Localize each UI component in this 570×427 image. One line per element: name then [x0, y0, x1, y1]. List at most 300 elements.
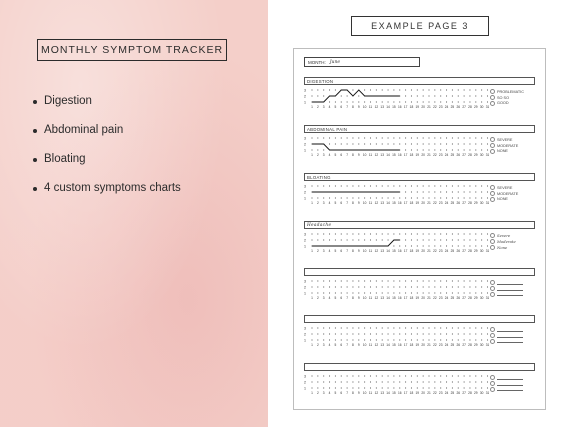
grid-dot — [481, 101, 482, 102]
day-number: 28 — [468, 296, 472, 300]
grid-dot — [434, 327, 435, 328]
grid-dot — [347, 185, 348, 186]
legend-label: Moderate — [497, 239, 516, 245]
grid-dot — [323, 89, 324, 90]
grid-dot — [352, 327, 353, 328]
grid-dot — [464, 280, 465, 281]
grid-dot — [475, 197, 476, 198]
circle-icon — [490, 137, 495, 142]
grid-dot — [475, 339, 476, 340]
grid-dot — [323, 327, 324, 328]
legend — [490, 375, 523, 392]
grid-dot — [370, 233, 371, 234]
grid-dot — [487, 381, 488, 382]
grid-dot — [469, 333, 470, 334]
grid-dot — [428, 286, 429, 287]
day-number: 20 — [421, 201, 425, 205]
grid-dot — [399, 327, 400, 328]
legend-label — [497, 387, 523, 391]
day-number: 3 — [322, 343, 325, 347]
grid-dot — [364, 339, 365, 340]
grid-dot — [440, 101, 441, 102]
day-number: 31 — [485, 201, 489, 205]
grid-dot — [399, 101, 400, 102]
grid-dot — [399, 375, 400, 376]
grid-dot — [352, 233, 353, 234]
grid-dot — [347, 197, 348, 198]
grid-dot — [364, 381, 365, 382]
grid-dot — [434, 89, 435, 90]
grid-dot — [428, 387, 429, 388]
grid-dot — [417, 233, 418, 234]
day-number: 20 — [421, 296, 425, 300]
day-number: 23 — [438, 249, 443, 253]
day-number: 17 — [403, 249, 408, 253]
day-number: 3 — [322, 105, 325, 109]
grid-dot — [446, 101, 447, 102]
grid-dot — [405, 137, 406, 138]
day-number: 13 — [380, 343, 384, 347]
day-number: 15 — [392, 391, 396, 395]
grid-dot — [393, 375, 394, 376]
grid-dot — [388, 333, 389, 334]
day-number: 10 — [362, 153, 367, 157]
grid-dot — [370, 387, 371, 388]
level-label: 2 — [304, 285, 306, 290]
grid-dot — [405, 149, 406, 150]
level-label: 1 — [304, 386, 306, 391]
grid-dot — [452, 286, 453, 287]
day-number: 22 — [433, 249, 437, 253]
grid-dot — [311, 381, 312, 382]
grid-dot — [393, 89, 394, 90]
grid-dot — [358, 101, 359, 102]
grid-dot — [335, 387, 336, 388]
day-number: 24 — [444, 296, 449, 300]
day-number: 29 — [474, 391, 478, 395]
grid-dot — [382, 89, 383, 90]
grid-dot — [469, 292, 470, 293]
grid-dot — [464, 245, 465, 246]
legend-label: MODERATE — [497, 143, 519, 148]
grid-dot — [464, 339, 465, 340]
grid-dot — [428, 239, 429, 240]
grid-dot — [388, 327, 389, 328]
day-number: 30 — [479, 201, 484, 205]
day-number: 11 — [368, 296, 373, 300]
grid-dot — [323, 233, 324, 234]
grid-dot — [417, 95, 418, 96]
grid-dot — [352, 137, 353, 138]
grid-dot — [452, 292, 453, 293]
grid-dot — [428, 137, 429, 138]
circle-icon — [490, 185, 495, 190]
day-number: 24 — [444, 249, 449, 253]
day-number: 9 — [357, 153, 360, 157]
day-number: 18 — [409, 201, 414, 205]
grid-dot — [428, 95, 429, 96]
circle-icon — [490, 381, 495, 386]
grid-dot — [423, 143, 424, 144]
grid-dot — [458, 233, 459, 234]
grid-dot — [446, 185, 447, 186]
day-number: 28 — [468, 201, 472, 205]
grid-dot — [487, 286, 488, 287]
grid-dot — [317, 286, 318, 287]
grid-dot — [311, 197, 312, 198]
grid-dot — [487, 95, 488, 96]
grid-dot — [446, 339, 447, 340]
grid-dot — [411, 197, 412, 198]
grid-dot — [469, 327, 470, 328]
grid-dot — [341, 387, 342, 388]
grid-dot — [475, 292, 476, 293]
grid-dot — [376, 375, 377, 376]
grid-dot — [452, 89, 453, 90]
grid-dot — [347, 339, 348, 340]
day-number: 31 — [485, 391, 489, 395]
grid-dot — [311, 95, 312, 96]
day-number: 1 — [311, 296, 313, 300]
grid-dot — [417, 387, 418, 388]
grid-dot — [347, 233, 348, 234]
grid-dot — [323, 286, 324, 287]
grid-dot — [417, 333, 418, 334]
grid-dot — [458, 387, 459, 388]
grid-dot — [452, 185, 453, 186]
grid-dot — [428, 245, 429, 246]
grid-dot — [317, 149, 318, 150]
legend-item — [490, 387, 523, 393]
grid-dot — [335, 185, 336, 186]
grid-dot — [428, 292, 429, 293]
day-number: 10 — [362, 296, 367, 300]
grid-dot — [434, 333, 435, 334]
grid-dot — [440, 95, 441, 96]
grid-dot — [440, 245, 441, 246]
day-number: 7 — [346, 343, 348, 347]
grid-dot — [358, 327, 359, 328]
day-number: 5 — [334, 153, 337, 157]
circle-icon — [490, 339, 495, 344]
grid-dot — [341, 197, 342, 198]
day-number: 6 — [340, 343, 343, 347]
day-number: 30 — [479, 249, 484, 253]
grid-dot — [434, 143, 435, 144]
grid-dot — [388, 89, 389, 90]
grid-dot — [399, 292, 400, 293]
grid-dot — [335, 286, 336, 287]
day-number: 7 — [346, 249, 348, 253]
grid-dot — [341, 381, 342, 382]
grid-dot — [393, 292, 394, 293]
grid-dot — [469, 95, 470, 96]
day-number: 31 — [485, 249, 489, 253]
grid-dot — [335, 197, 336, 198]
grid-dot — [405, 101, 406, 102]
grid-dot — [475, 387, 476, 388]
grid-dot — [464, 327, 465, 328]
grid-dot — [458, 381, 459, 382]
grid-dot — [464, 137, 465, 138]
grid-dot — [388, 185, 389, 186]
grid-dot — [364, 239, 365, 240]
grid-dot — [352, 381, 353, 382]
day-number: 15 — [392, 201, 396, 205]
grid-dot — [452, 239, 453, 240]
day-number: 31 — [485, 296, 489, 300]
grid-dot — [399, 245, 400, 246]
grid-dot — [428, 101, 429, 102]
day-number: 14 — [386, 343, 390, 347]
level-label: 1 — [304, 338, 306, 343]
grid-dot — [464, 89, 465, 90]
grid-dot — [347, 333, 348, 334]
grid-dot — [440, 333, 441, 334]
circle-icon — [490, 149, 495, 154]
grid-dot — [487, 292, 488, 293]
grid-dot — [311, 89, 312, 90]
legend-label: MODERATE — [497, 191, 519, 196]
grid-dot — [458, 101, 459, 102]
grid-dot — [405, 233, 406, 234]
grid-dot — [440, 149, 441, 150]
grid-dot — [469, 185, 470, 186]
day-number: 4 — [328, 105, 331, 109]
grid-dot — [475, 89, 476, 90]
day-number: 28 — [468, 105, 472, 109]
day-number: 19 — [415, 249, 420, 253]
grid-dot — [405, 245, 406, 246]
grid-dot — [311, 387, 312, 388]
grid-dot — [335, 381, 336, 382]
grid-dot — [481, 185, 482, 186]
day-number: 26 — [456, 249, 461, 253]
day-number: 16 — [397, 153, 402, 157]
grid-dot — [464, 239, 465, 240]
grid-dot — [388, 143, 389, 144]
grid-dot — [405, 381, 406, 382]
day-number: 19 — [415, 153, 420, 157]
day-number: 20 — [421, 249, 425, 253]
grid-dot — [323, 137, 324, 138]
grid-dot — [434, 339, 435, 340]
grid-dot — [393, 197, 394, 198]
grid-dot — [417, 339, 418, 340]
grid-dot — [358, 239, 359, 240]
grid-dot — [475, 381, 476, 382]
grid-dot — [347, 387, 348, 388]
grid-dot — [423, 381, 424, 382]
day-number: 3 — [322, 296, 325, 300]
grid-dot — [423, 137, 424, 138]
day-number: 16 — [397, 343, 402, 347]
grid-dot — [376, 387, 377, 388]
grid-dot — [399, 333, 400, 334]
grid-dot — [329, 101, 330, 102]
grid-dot — [405, 333, 406, 334]
symptom-trend-line — [312, 240, 400, 246]
symptom-section — [304, 363, 535, 395]
grid-dot — [329, 239, 330, 240]
grid-dot — [458, 375, 459, 376]
day-number: 8 — [352, 343, 354, 347]
day-number: 10 — [362, 391, 367, 395]
day-number: 30 — [479, 296, 484, 300]
grid-dot — [358, 143, 359, 144]
day-number: 3 — [322, 391, 325, 395]
grid-dot — [382, 333, 383, 334]
grid-dot — [358, 95, 359, 96]
grid-dot — [428, 191, 429, 192]
grid-dot — [399, 286, 400, 287]
day-number: 9 — [357, 249, 360, 253]
grid-dot — [358, 280, 359, 281]
day-number: 18 — [409, 391, 414, 395]
grid-dot — [364, 327, 365, 328]
level-label: 3 — [304, 326, 306, 331]
circle-icon — [490, 89, 495, 94]
grid-dot — [370, 137, 371, 138]
grid-dot — [481, 375, 482, 376]
grid-dot — [417, 89, 418, 90]
day-number: 11 — [368, 201, 373, 205]
day-number: 23 — [438, 296, 443, 300]
grid-dot — [405, 327, 406, 328]
grid-dot — [364, 333, 365, 334]
grid-dot — [358, 185, 359, 186]
grid-dot — [323, 339, 324, 340]
tracker-title: MONTHLY SYMPTOM TRACKER — [37, 39, 227, 61]
grid-dot — [388, 239, 389, 240]
grid-dot — [452, 149, 453, 150]
grid-dot — [481, 137, 482, 138]
grid-dot — [405, 239, 406, 240]
grid-dot — [382, 137, 383, 138]
day-number: 16 — [397, 249, 402, 253]
grid-dot — [382, 286, 383, 287]
grid-dot — [317, 387, 318, 388]
circle-icon — [490, 143, 495, 148]
grid-dot — [411, 149, 412, 150]
grid-dot — [464, 381, 465, 382]
day-number: 17 — [403, 343, 408, 347]
grid-dot — [358, 333, 359, 334]
legend-label: SEVERE — [497, 137, 513, 142]
grid-dot — [370, 185, 371, 186]
day-number: 13 — [380, 201, 384, 205]
day-number: 18 — [409, 249, 414, 253]
day-number: 28 — [468, 391, 472, 395]
grid-dot — [428, 197, 429, 198]
circle-icon — [490, 280, 495, 285]
day-number: 1 — [311, 343, 313, 347]
grid-dot — [411, 333, 412, 334]
grid-dot — [317, 327, 318, 328]
grid-dot — [329, 137, 330, 138]
grid-dot — [411, 245, 412, 246]
grid-dot — [352, 286, 353, 287]
grid-dot — [388, 280, 389, 281]
grid-dot — [317, 333, 318, 334]
grid-dot — [405, 191, 406, 192]
day-number: 5 — [334, 391, 337, 395]
grid-dot — [446, 245, 447, 246]
grid-dot — [317, 185, 318, 186]
day-number: 6 — [340, 296, 343, 300]
legend-label: NONE — [497, 149, 508, 154]
grid-dot — [428, 280, 429, 281]
grid-dot — [388, 375, 389, 376]
circle-icon — [490, 101, 495, 106]
grid-dot — [428, 381, 429, 382]
day-number: 3 — [322, 153, 325, 157]
grid-dot — [399, 339, 400, 340]
grid-dot — [352, 375, 353, 376]
grid-dot — [458, 191, 459, 192]
grid-dot — [376, 197, 377, 198]
grid-dot — [423, 280, 424, 281]
grid-dot — [411, 143, 412, 144]
grid-dot — [341, 185, 342, 186]
day-number: 12 — [374, 249, 379, 253]
grid-dot — [464, 197, 465, 198]
grid-dot — [440, 197, 441, 198]
day-number: 2 — [316, 105, 319, 109]
grid-dot — [358, 387, 359, 388]
day-number: 5 — [334, 105, 337, 109]
grid-dot — [464, 95, 465, 96]
grid-dot — [329, 197, 330, 198]
day-number: 30 — [479, 105, 484, 109]
grid-dot — [382, 233, 383, 234]
day-number: 12 — [374, 153, 379, 157]
grid-dot — [440, 339, 441, 340]
grid-dot — [434, 191, 435, 192]
grid-dot — [317, 137, 318, 138]
legend-label: None — [497, 244, 508, 250]
grid-dot — [352, 239, 353, 240]
grid-dot — [464, 191, 465, 192]
example-page-label: EXAMPLE PAGE 3 — [351, 16, 489, 36]
grid-dot — [446, 239, 447, 240]
grid-dot — [452, 381, 453, 382]
grid-dot — [446, 89, 447, 90]
legend-label — [497, 281, 523, 285]
grid-dot — [464, 375, 465, 376]
grid-dot — [347, 101, 348, 102]
grid-dot — [323, 185, 324, 186]
level-label: 2 — [304, 142, 306, 147]
grid-dot — [358, 137, 359, 138]
grid-dot — [317, 375, 318, 376]
grid-dot — [382, 280, 383, 281]
grid-dot — [323, 292, 324, 293]
legend — [490, 185, 518, 202]
day-number: 25 — [450, 391, 455, 395]
grid-dot — [341, 327, 342, 328]
grid-dot — [487, 339, 488, 340]
feature-item: Abdominal pain — [33, 124, 181, 153]
grid-dot — [411, 339, 412, 340]
grid-dot — [481, 292, 482, 293]
grid-dot — [423, 233, 424, 234]
day-number: 14 — [386, 296, 390, 300]
grid-dot — [376, 339, 377, 340]
day-number: 22 — [433, 296, 437, 300]
grid-dot — [469, 280, 470, 281]
circle-icon — [490, 245, 495, 250]
